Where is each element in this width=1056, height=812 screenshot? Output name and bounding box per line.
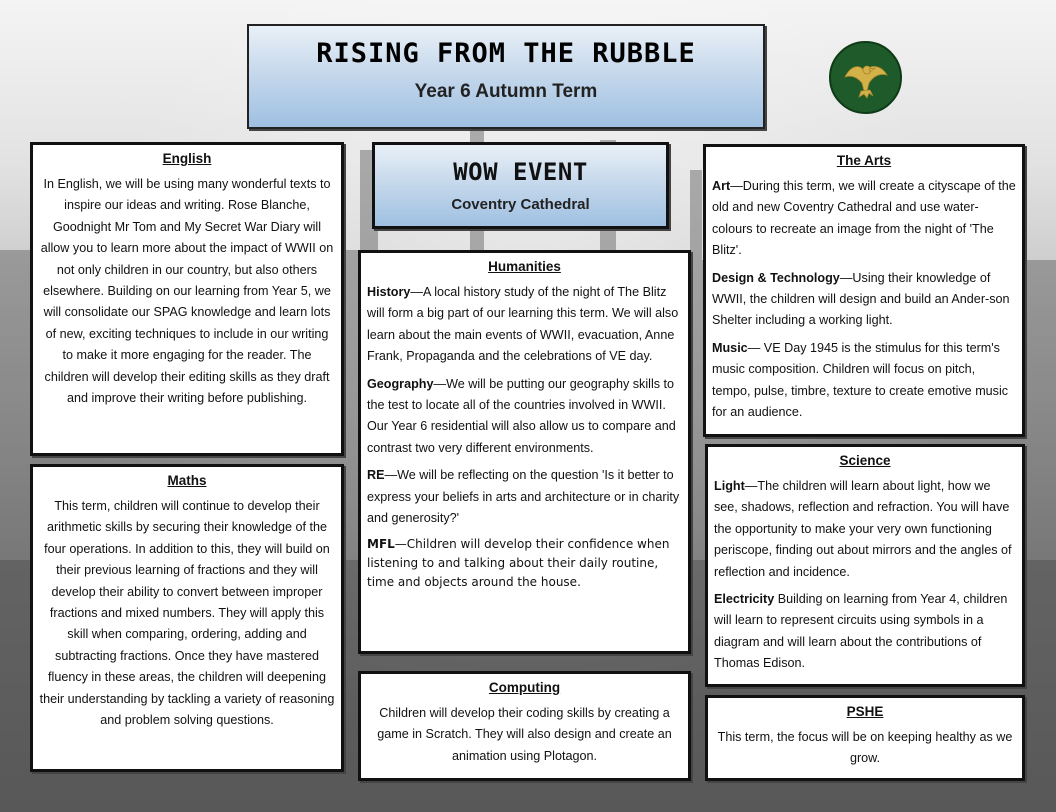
music-text: — VE Day 1945 is the stimulus for this term's music composition. Children will focus on pitch, tempo, pulse, timbre, texture to create emotive music for an audience.	[712, 340, 1009, 420]
light-text: —The children will learn about light, how we see, shadows, reflection and refraction. You will have the opportunity to make your very own functioning periscope, finding out about mirrors and the angles of reflection and incidence.	[714, 479, 1012, 579]
history-text: —A local history study of the night of The Blitz will form a big part of our learning this term. We will also learn about the main events of WWII, evacuation, Anne Frank, Propaganda and the celebrations of VE day.	[367, 285, 679, 364]
art-paragraph	[706, 176, 1022, 262]
pshe-text: This term, the focus will be on keeping healthy as we grow.	[717, 730, 1013, 766]
history-paragraph	[361, 282, 688, 368]
page-title: RISING FROM THE RUBBLE	[316, 38, 696, 69]
dt-label: Design & Technology	[712, 270, 840, 285]
light-paragraph	[708, 476, 1022, 583]
mfl-paragraph	[361, 535, 688, 592]
electricity-label: Electricity	[714, 592, 775, 607]
geography-text: —We will be putting our geography skills to the test to locate all of the countries involved in WWII. Our Year 6 residential will also allow us to compare and contrast two very different environments.	[367, 376, 676, 455]
electricity-text: Building on learning from Year 4, children will learn to represent circuits using symbols in a diagram and will learn about the contributions of Thomas Edison.	[714, 592, 1008, 671]
eagle-crest-icon	[831, 43, 900, 112]
maths-heading: Maths	[167, 473, 207, 488]
maths-panel	[30, 464, 344, 772]
history-label: History	[367, 285, 411, 299]
geography-paragraph	[361, 374, 688, 460]
computing-text: Children will develop their coding skills by creating a game in Scratch. They will also design and create an animation using Plotagon.	[377, 706, 672, 763]
art-text: —During this term, we will create a cityscape of the old and new Coventry Cathedral and use water-colours to recreate an image from the night of 'The Blitz'.	[712, 179, 1016, 258]
science-panel	[705, 444, 1025, 687]
art-label: Art	[712, 179, 731, 193]
electricity-paragraph	[708, 589, 1022, 675]
arts-heading: The Arts	[836, 153, 892, 168]
re-text: —We will be reflecting on the question 'Is it better to express your beliefs in arts and architecture or in charity and generosity?'	[367, 468, 680, 526]
english-heading: English	[162, 151, 212, 166]
arts-panel	[703, 144, 1025, 437]
light-label: Light	[714, 479, 745, 493]
wow-event-title: WOW EVENT	[453, 158, 588, 186]
page-subtitle: Year 6 Autumn Term	[414, 81, 598, 102]
music-label: Music	[712, 340, 748, 355]
pshe-panel	[705, 695, 1025, 781]
geography-label: Geography	[367, 376, 434, 391]
mfl-text: —Children will develop their confidence when listening to and talking about their daily routine, time and objects around the house.	[367, 537, 670, 590]
wow-event-banner	[372, 142, 669, 229]
school-logo	[829, 41, 902, 114]
wow-event-subtitle: Coventry Cathedral	[451, 196, 590, 213]
music-paragraph	[706, 338, 1022, 424]
mfl-label: MFL	[367, 537, 395, 552]
computing-heading: Computing	[488, 680, 561, 695]
title-banner	[247, 24, 765, 129]
re-label: RE	[367, 468, 385, 483]
re-paragraph	[361, 465, 688, 529]
maths-text: This term, children will continue to develop their arithmetic skills by securing their knowledge of the four operations. In addition to this, they will build on their previous learning of fractions and they will develop their ability to convert between improper fractions and mixed numbers. They will apply this skill when comparing, ordering, adding and subtracting fractions. Once they have mastered fluency in these areas, the children will deepening their understanding by tackling a variety of reasoning and problem solving questions.	[39, 499, 335, 728]
pshe-heading: PSHE	[846, 704, 884, 719]
science-heading: Science	[839, 453, 891, 468]
computing-panel	[358, 671, 691, 781]
english-panel	[30, 142, 344, 456]
humanities-panel	[358, 250, 691, 654]
dt-text: —Using their knowledge of WWII, the children will design and build an Ander-son Shelter including a working light.	[712, 270, 1010, 328]
humanities-heading: Humanities	[488, 259, 561, 274]
english-text: In English, we will be using many wonderful texts to inspire our ideas and writing. Rose Blanche, Goodnight Mr Tom and My Secret War Diary will allow you to learn more about the impact of WWII on not only children in our country, but also others elsewhere. Building on our learning from Year 5, we will consolidate our SPAG knowledge and learn lots of new, exciting techniques to include in our writing to make it more engaging for the reader. The children will develop their editing skills as they draft and improve their writing before publishing.	[40, 177, 334, 406]
dt-paragraph	[706, 268, 1022, 332]
